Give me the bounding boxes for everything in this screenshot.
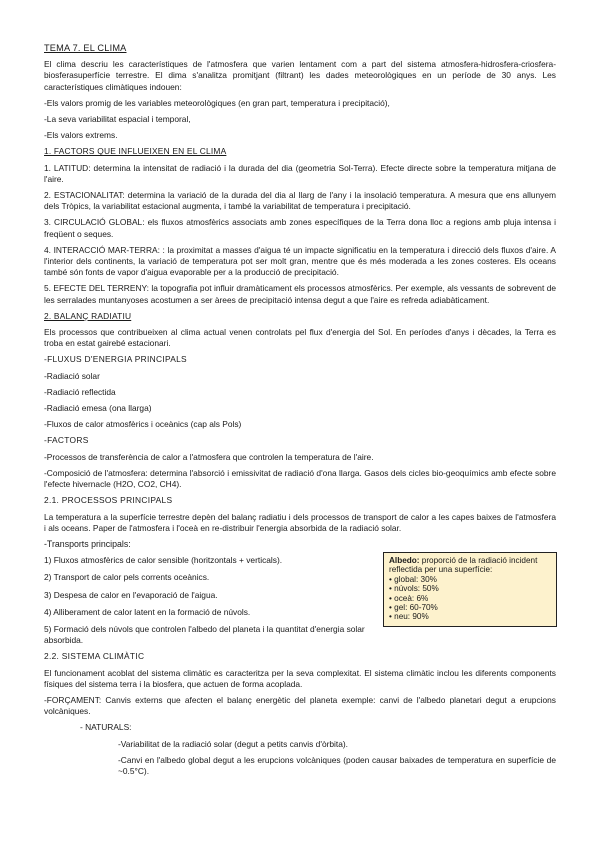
transports-block: [44, 539, 556, 646]
factor-label: 4. INTERACCIÓ MAR-TERRA:: [44, 244, 160, 255]
factor-item: [44, 163, 556, 185]
albedo-term: Albedo:: [389, 555, 420, 565]
factor-label: 5. EFECTE DEL TERRENY:: [44, 283, 149, 294]
section22-heading: 2.2. SISTEMA CLIMÀTIC: [44, 651, 145, 662]
transport-item: 3) Despesa de calor en l'evaporació de l'aigua.: [44, 589, 218, 600]
factor-text: : la proximitat a masses d'aigua té un impacte significatiu en la temperatura i direcció dels fluxos d'aire. A l'interior dels continents, la variació de temperatura pot ser molt gran, mentre que és més moderada a les zones costeres. Els oceans també són fonts de vapor d'aigua evaporable per a la producció de precipitació.: [44, 244, 556, 278]
section2-paragraph: Els processos que contribueixen al clima actual venen controlats pel flux d'energia del Sol. En períodes d'anys i dècades, la Terra es troba en estat gairebé estacionari.: [44, 327, 556, 349]
factor-text: determina la variació de la durada del dia al llarg de l'any i la insolació temperatura. A mesura que ens allunyem dels Tròpics, la variabilitat estacional augmenta, i també la variabilitat de temperatura i precipitació.: [44, 190, 556, 212]
fluxus-item: -Radiació emesa (ona llarga): [44, 403, 152, 414]
albedo-item: • gel: 60-70%: [389, 602, 438, 612]
section21-paragraph: La temperatura a la superfície terrestre depèn del balanç radiatiu i dels processos de transport de calor a les capes baixes de l'atmosfera i als oceans. Paper de l'atmosfera i l'oceà en re-distribuir l'energia absorbida de la radiació solar.: [44, 511, 556, 533]
forcament-paragraph: [44, 695, 556, 717]
fluxus-item: -Radiació solar: [44, 370, 100, 381]
section21-heading: 2.1. PROCESSOS PRINCIPALS: [44, 495, 173, 506]
albedo-item: • oceà: 6%: [389, 593, 429, 603]
factor-item: [44, 217, 556, 239]
factor-item: [44, 283, 556, 305]
naturals-item: -Variabilitat de la radiació solar (degut a petits canvis d'òrbita).: [118, 738, 349, 749]
albedo-item: • global: 30%: [389, 574, 437, 584]
section2-heading: 2. BALANÇ RADIATIU: [44, 310, 132, 321]
factors-item: -Composició de l'atmosfera: determina l'absorció i emissivitat de radiació d'ona llarga. Gasos dels cicles bio-geoquímics amb efecte sobre l'efecte hivernacle (H2O, CO2, CH4).: [44, 467, 556, 490]
factor-label: 1. LATITUD:: [44, 162, 91, 173]
section1-heading: 1. FACTORS QUE INFLUEIXEN EN EL CLIMA: [44, 146, 227, 157]
forcament-text: Canvis externs que afecten el balanç energètic del planeta exemple: canvi de l'albedo planetari degut a erupcions volcàniques.: [44, 694, 556, 717]
fluxus-item: -Fluxos de calor atmosfèrics i oceànics (cap als Pols): [44, 419, 242, 430]
transports-heading: -Transports principals:: [44, 538, 131, 549]
document-content: [44, 43, 556, 777]
factor-item: [44, 245, 556, 279]
intro-paragraph: El clima descriu les característiques de l'atmosfera que varien lentament com a part del sistema atmosfera-hidrosfera-criosfera-biosferasuperfície terrestre. El dima s'analitza promitjant (filtrant) les dades meteorològiques en un període de 30 anys. Les característiques climàtiques indouen:: [44, 59, 556, 92]
fluxus-heading: -FLUXUS D'ENERGIA PRINCIPALS: [44, 354, 187, 365]
factor-label: 3. CIRCULACIÓ GLOBAL:: [44, 217, 145, 228]
transport-item: 4) Alliberament de calor latent en la formació de núvols.: [44, 606, 251, 617]
albedo-callout-box: [383, 552, 557, 627]
factor-text: els fluxos atmosfèrics associats amb zones específiques de la Terra dona lloc a regions amb pluja intensa i freqüent o seques.: [44, 217, 556, 239]
intro-item: -La seva variabilitat espacial i temporal,: [44, 114, 191, 125]
albedo-item: • neu: 90%: [389, 612, 429, 622]
transport-item: 5) Formació dels núvols que controlen l'albedo del planeta i la quantitat d'energia solar absorbida.: [44, 623, 365, 646]
factor-item: [44, 190, 556, 212]
intro-item: -Els valors promig de les variables meteorològiques (en gran part, temperatura i precipitació),: [44, 97, 390, 108]
transport-item: 1) Fluxos atmosfèrics de calor sensible (horitzontals + verticals).: [44, 555, 283, 566]
intro-item: -Els valors extrems.: [44, 130, 118, 141]
fluxus-item: -Radiació reflectida: [44, 386, 116, 397]
albedo-definition: [389, 556, 551, 575]
naturals-heading: - NATURALS:: [80, 722, 132, 733]
transport-item: 2) Transport de calor pels corrents oceànics.: [44, 572, 210, 583]
factor-text: determina la intensitat de radiació i la durada del dia (geometria Sol-Terra). Efecte directe sobre la temperatura mitjana de l'aire.: [44, 162, 556, 184]
factor-label: 2. ESTACIONALITAT:: [44, 190, 125, 201]
factors-item: -Processos de transferència de calor a l'atmosfera que controlen la temperatura de l'aire.: [44, 451, 374, 462]
page-title: TEMA 7. EL CLIMA: [44, 43, 127, 53]
section22-paragraph: El funcionament acoblat del sistema climàtic es caracteritza per la seva complexitat. El sistema climàtic inclou les diferents components físiques del sistema terra i la biosfera, que actuen de forma acoplada.: [44, 667, 556, 689]
albedo-item: • núvols: 50%: [389, 584, 439, 594]
albedo-definition-text: proporció de la radiació incident reflectida per una superfície:: [389, 555, 538, 575]
factors-heading: -FACTORS: [44, 435, 89, 446]
forcament-label: -FORÇAMENT:: [44, 694, 102, 705]
factor-text: la topografia pot influir dramàticament els processos atmosfèrics. Per exemple, als vessants de sobrevent de les serralades muntanyoses acostumen a ser àrees de precipitació intensa degut a que l'aire es refreda adiabàticament.: [44, 283, 557, 305]
naturals-item: -Canvi en l'albedo global degut a les erupcions volcàniques (poden causar baixades de temperatura en superfície de ~0.5°C).: [118, 754, 556, 776]
